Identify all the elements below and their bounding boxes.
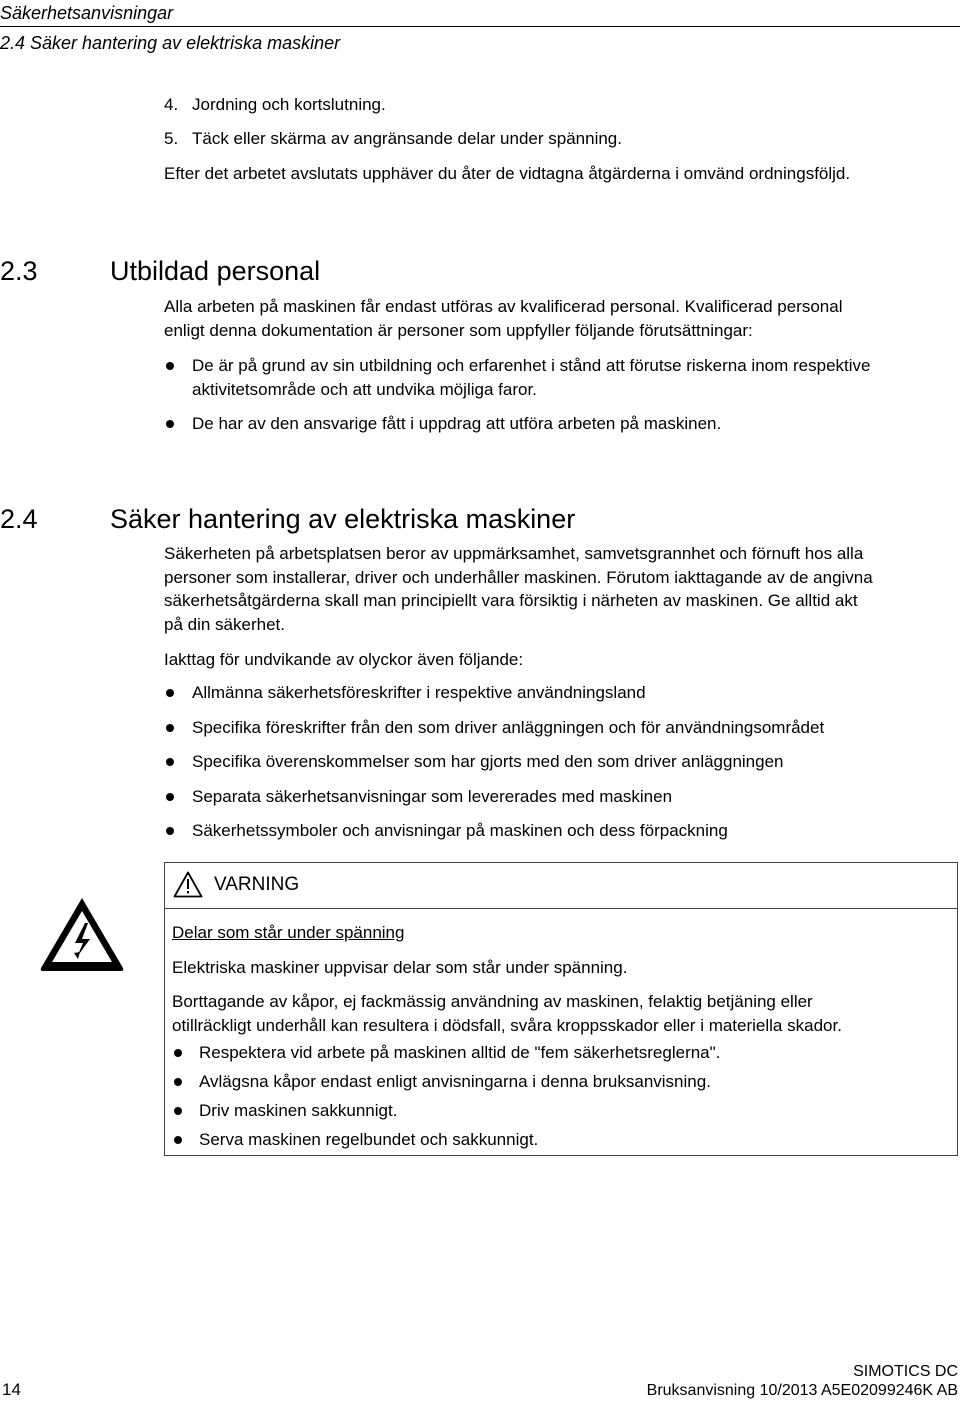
section-2-4-bullet: Specifika föreskrifter från den som driver anläggningen och för användningsområdet	[192, 718, 825, 737]
section-number: 2.3	[0, 256, 38, 286]
footer-document: Bruksanvisning 10/2013 A5E02099246K AB	[646, 1382, 958, 1399]
section-title: Utbildad personal	[110, 256, 321, 286]
step-number: 4.	[164, 95, 179, 114]
bullet-icon	[166, 420, 174, 428]
warning-heading: Delar som står under spänning	[172, 923, 405, 942]
step-text: Jordning och kortslutning.	[192, 95, 386, 114]
warning-bullet: Avlägsna kåpor endast enligt anvisningarna i denna bruksanvisning.	[199, 1072, 711, 1091]
section-2-3-bullet: De har av den ansvarige fått i uppdrag att utföra arbeten på maskinen.	[192, 414, 722, 433]
section-2-4-bullet: Specifika överenskommelser som har gjorts med den som driver anläggningen	[192, 752, 784, 771]
warning-line: Elektriska maskiner uppvisar delar som står under spänning.	[172, 958, 628, 977]
bullet-icon	[174, 1136, 182, 1144]
paragraph-line: Säkerheten på arbetsplatsen beror av uppmärksamhet, samvetsgrannhet och förnuft hos alla	[164, 544, 864, 563]
paragraph-line: Alla arbeten på maskinen får endast utföras av kvalificerad personal. Kvalificerad personal	[164, 297, 843, 316]
header-rule	[0, 26, 960, 27]
section-2-4-paragraph	[164, 542, 873, 636]
paragraph-line: otillräckligt underhåll kan resultera i dödsfall, svåra kroppsskador eller i materiella skador.	[172, 1015, 842, 1035]
bullet-icon	[166, 724, 174, 732]
warning-separator	[165, 908, 957, 909]
paragraph-line: enligt denna dokumentation är personer som uppfyller följande förutsättningar:	[164, 320, 753, 340]
page-number: 14	[2, 1380, 21, 1399]
bullet-line: De är på grund av sin utbildning och erfarenhet i stånd att förutse riskerna inom respektive	[192, 356, 871, 375]
warning-triangle-icon	[173, 871, 203, 898]
step-text: Täck eller skärma av angränsande delar under spänning.	[192, 129, 622, 148]
section-2-3-paragraph	[164, 295, 842, 342]
warning-box	[164, 862, 958, 1156]
bullet-icon	[166, 827, 174, 835]
step-5	[164, 127, 622, 151]
bullet-icon	[174, 1078, 182, 1086]
warning-bullet: Respektera vid arbete på maskinen alltid de "fem säkerhetsreglerna".	[199, 1043, 721, 1062]
bullet-icon	[166, 793, 174, 801]
electric-hazard-icon	[38, 895, 126, 973]
bullet-line: aktivitetsområde och att undvika möjliga faror.	[192, 379, 537, 399]
footer-product: SIMOTICS DC	[853, 1363, 958, 1380]
section-2-4-bullet: Allmänna säkerhetsföreskrifter i respektive användningsland	[192, 683, 646, 702]
bullet-icon	[174, 1049, 182, 1057]
bullet-icon	[166, 689, 174, 697]
bullet-icon	[166, 758, 174, 766]
bullet-icon	[166, 362, 174, 370]
steps-after-text: Efter det arbetet avslutats upphäver du åter de vidtagna åtgärderna i omvänd ordningsföljd.	[164, 164, 851, 183]
paragraph-line: Borttagande av kåpor, ej fackmässig användning av maskinen, felaktig betjäning eller	[172, 992, 813, 1011]
section-number: 2.4	[0, 504, 38, 534]
section-heading-2-4	[0, 503, 960, 535]
section-2-4-bullet: Separata säkerhetsanvisningar som levererades med maskinen	[192, 787, 673, 806]
warning-bullet: Serva maskinen regelbundet och sakkunnigt.	[199, 1130, 539, 1149]
section-2-4-bullet: Säkerhetssymboler och anvisningar på maskinen och dess förpackning	[192, 821, 728, 840]
section-heading-2-3	[0, 255, 960, 287]
running-header-chapter: Säkerhetsanvisningar	[0, 3, 174, 23]
section-2-3-bullet	[192, 354, 870, 401]
running-header-section: 2.4 Säker hantering av elektriska maskiner	[0, 33, 341, 53]
warning-bullet: Driv maskinen sakkunnigt.	[199, 1101, 398, 1120]
paragraph-line: personer som installerar, driver och underhåller maskinen. Förutom iakttagande av de angivna	[164, 567, 873, 587]
section-title: Säker hantering av elektriska maskiner	[110, 504, 576, 534]
warning-label: VARNING	[214, 874, 300, 895]
warning-paragraph	[172, 990, 842, 1037]
bullet-icon	[174, 1107, 182, 1115]
paragraph-line: på din säkerhet.	[164, 614, 285, 634]
section-2-4-intro: Iakttag för undvikande av olyckor även följande:	[164, 650, 524, 669]
step-4	[164, 93, 386, 117]
step-number: 5.	[164, 129, 179, 148]
paragraph-line: säkerhetsåtgärderna skall man principiellt vara försiktig i närheten av maskinen. Ge alltid akt	[164, 591, 858, 610]
